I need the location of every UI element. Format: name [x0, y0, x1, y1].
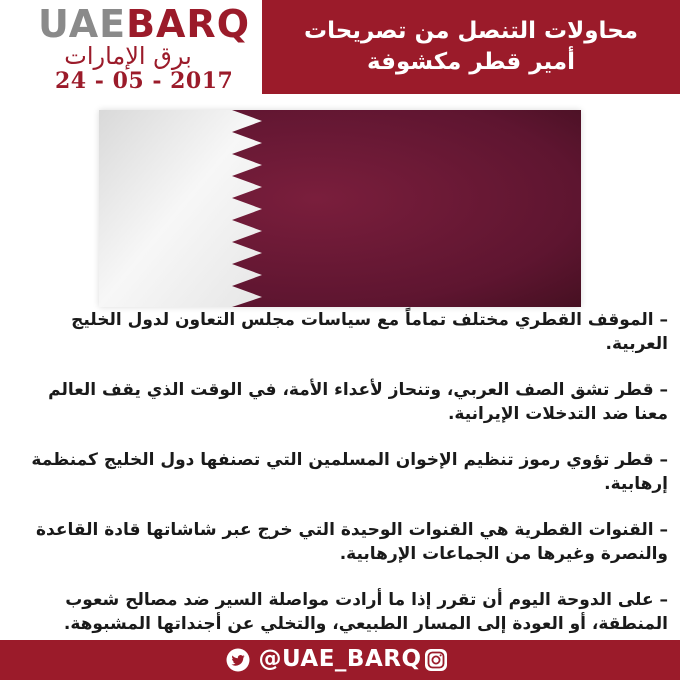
key-point-5: – على الدوحة اليوم أن تقرر إذا ما أرادت مواصلة السير ضد مصالح شعوب المنطقة، أو العودة إلى المسار الطبيعي، والتخلي عن أجنداتها المشبوهة. — [63, 590, 668, 634]
social-handle: @UAE_BARQ — [258, 646, 422, 672]
instagram-icon[interactable] — [424, 648, 448, 672]
logo-latin-text — [38, 2, 250, 46]
publish-date: 24 - 05 - 2017 — [55, 68, 234, 94]
qatar-flag-icon — [99, 110, 581, 307]
flag-white-serrated-band — [99, 110, 262, 307]
logo-uae: UAE — [38, 2, 127, 46]
headline-banner — [262, 0, 680, 94]
qatar-flag-image — [99, 110, 581, 307]
key-point-1: – الموقف القطري مختلف تماماً مع سياسات مجلس التعاون لدول الخليج العربية. — [71, 310, 668, 354]
key-point-4: – القنوات القطرية هي القنوات الوحيدة التي خرج عبر شاشاتها قادة القاعدة والنصرة وغيرها من الجماعات الإرهابية. — [35, 520, 668, 564]
footer-bar — [0, 640, 680, 680]
headline-line-1: محاولات التنصل من تصريحات — [304, 18, 639, 44]
headline-line-2: أمير قطر مكشوفة — [366, 49, 576, 75]
key-points-list — [18, 308, 668, 658]
logo-arabic-text: برق الإمارات — [64, 42, 192, 70]
logo-barq: BARQ — [126, 2, 250, 46]
key-point-2: – قطر تشق الصف العربي، وتنحاز لأعداء الأمة، في الوقت الذي يقف العالم معنا ضد التدخلات الإيرانية. — [48, 380, 668, 424]
key-point-3: – قطر تؤوي رموز تنظيم الإخوان المسلمين التي تصنفها دول الخليج كمنظمة إرهابية. — [31, 450, 668, 494]
